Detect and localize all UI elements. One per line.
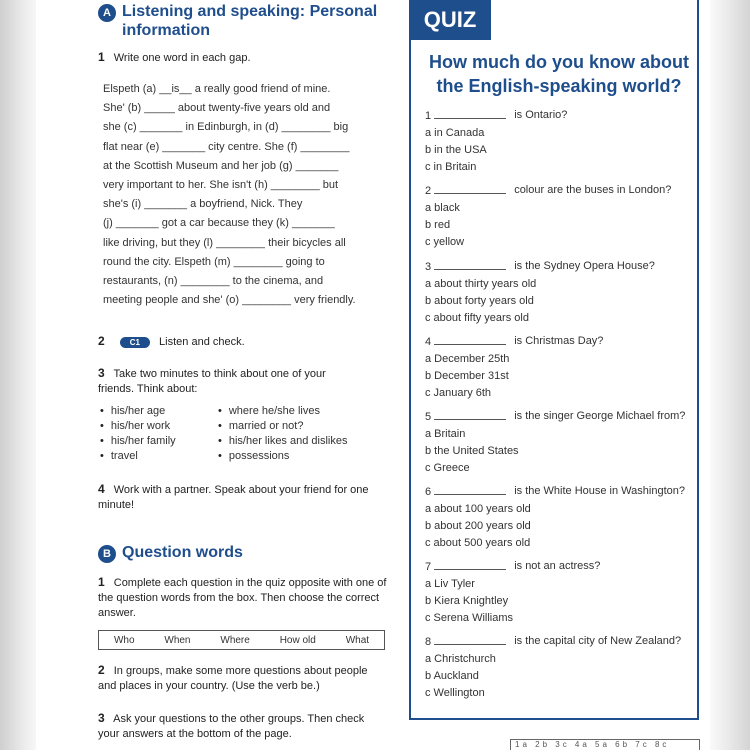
answer-option: a December 25th <box>425 353 510 365</box>
question-number: 2 <box>425 182 506 200</box>
quiz-question <box>425 408 687 477</box>
exercise-a4 <box>98 482 383 513</box>
question-word: What <box>345 634 370 646</box>
exercise-instruction: Listen and check. <box>159 336 245 348</box>
gap-fill-line: Elspeth (a) __is__ a really good friend of mine. <box>103 83 331 95</box>
answer-blank <box>434 558 506 570</box>
answer-blank <box>434 483 506 495</box>
quiz-question-line <box>425 408 687 426</box>
topic-item: • his/her likes and dislikes <box>218 434 358 449</box>
answer-option: a about 100 years old <box>425 503 531 515</box>
gap-fill-line: she (c) _______ in Edinburgh, in (d) ________ big <box>103 121 349 134</box>
quiz-question-line <box>425 483 687 501</box>
answer-option: b about forty years old <box>425 295 534 307</box>
topic-item: • his/her family <box>100 434 218 449</box>
answer-option: b the United States <box>425 445 519 457</box>
answer-option: a Christchurch <box>425 653 496 665</box>
exercise-number: 1 <box>98 50 105 64</box>
exercise-number: 3 <box>98 366 105 380</box>
answer-option: b Auckland <box>425 670 479 682</box>
answer-option: b about 200 years old <box>425 520 531 532</box>
exercise-b1 <box>98 575 388 621</box>
page-gutter-right <box>710 0 750 750</box>
quiz-heading: How much do you know about the English-speaking world? <box>429 52 689 96</box>
gap-fill-line: restaurants, (n) ________ to the cinema, and <box>103 275 324 288</box>
question-number: 8 <box>425 633 506 651</box>
answer-blank <box>434 182 506 194</box>
quiz-question <box>425 333 687 402</box>
quiz-question <box>425 483 687 552</box>
topic-item: • travel <box>100 449 218 464</box>
section-b-title: Question words <box>122 544 243 561</box>
topic-item: • his/her work <box>100 419 218 434</box>
gap-fill-line: round the city. Elspeth (m) ________ going to <box>103 255 325 268</box>
question-text: is Ontario? <box>514 109 568 121</box>
answer-blank <box>434 333 506 345</box>
answer-blank <box>434 107 506 119</box>
section-b-heading <box>98 543 243 563</box>
gap-fill-line: flat near (e) _______ city centre. She (f) ________ <box>103 140 350 153</box>
gap-fill-line: (j) _______ got a car because they (k) _______ <box>103 217 335 230</box>
answer-option: b Kiera Knightley <box>425 595 509 607</box>
answer-option: b red <box>425 219 451 231</box>
exercise-instruction: Ask your questions to the other groups. Then check your answers at the bottom of the page. <box>98 713 365 740</box>
question-text: is the singer George Michael from? <box>514 410 686 422</box>
question-text: is not an actress? <box>514 560 601 572</box>
section-b-badge: B <box>98 545 116 563</box>
answer-option: b December 31st <box>425 370 509 382</box>
quiz-question <box>425 558 687 627</box>
page-gutter-left <box>0 0 36 750</box>
question-text: colour are the buses in London? <box>514 184 672 196</box>
answer-option: a about thirty years old <box>425 278 537 290</box>
gap-fill-line: like driving, but they (l) ________ their bicycles all <box>103 236 346 249</box>
answer-option: c Wellington <box>425 687 485 699</box>
answer-blank <box>434 408 506 420</box>
answer-option: c Serena Williams <box>425 612 514 624</box>
exercise-b2 <box>98 663 388 694</box>
question-number: 6 <box>425 483 506 501</box>
exercise-instruction: Complete each question in the quiz opposite with one of the question words from the box. Then choose the correct answer. <box>98 577 387 619</box>
answer-option: c in Britain <box>425 161 477 173</box>
exercise-a3 <box>98 366 358 397</box>
question-word: Where <box>220 634 250 646</box>
question-number: 3 <box>425 258 506 276</box>
gap-fill-text <box>103 80 388 310</box>
answer-option: c about fifty years old <box>425 312 529 324</box>
section-a-badge: A <box>98 4 116 22</box>
answer-option: c about 500 years old <box>425 537 531 549</box>
audio-track-badge: C1 <box>120 337 150 348</box>
gap-fill-line: she's (i) _______ a boyfriend, Nick. They <box>103 198 303 211</box>
quiz-question-line <box>425 633 687 651</box>
quiz-question-line <box>425 333 687 351</box>
topic-list <box>100 404 358 464</box>
section-a-heading <box>98 2 412 40</box>
exercise-number: 2 <box>98 334 105 348</box>
exercise-instruction: In groups, make some more questions about people and places in your country. (Use the verb be.) <box>98 665 368 692</box>
exercise-instruction: Work with a partner. Speak about your friend for one minute! <box>98 484 369 511</box>
answer-option: a Britain <box>425 428 466 440</box>
quiz-question <box>425 633 687 702</box>
question-text: is the capital city of New Zealand? <box>514 635 682 647</box>
exercise-instruction: Take two minutes to think about one of your friends. Think about: <box>98 368 326 395</box>
answer-blank <box>434 633 506 645</box>
exercise-a1 <box>98 50 398 66</box>
quiz-question-line <box>425 182 687 200</box>
question-number: 5 <box>425 408 506 426</box>
exercise-number: 3 <box>98 711 105 725</box>
gap-fill-line: very important to her. She isn't (h) ________ but <box>103 179 339 192</box>
gap-fill-line: at the Scottish Museum and her job (g) _______ <box>103 159 339 172</box>
answer-option: c Greece <box>425 462 470 474</box>
quiz-question <box>425 182 687 251</box>
question-text: is Christmas Day? <box>514 335 604 347</box>
exercise-b3 <box>98 711 388 742</box>
question-text: is the White House in Washington? <box>514 485 685 497</box>
exercise-number: 1 <box>98 575 105 589</box>
topic-item: • possessions <box>218 449 358 464</box>
answer-option: a in Canada <box>425 127 485 139</box>
textbook-page <box>36 0 710 750</box>
answer-option: c January 6th <box>425 387 492 399</box>
question-number: 1 <box>425 107 506 125</box>
answer-blank <box>434 258 506 270</box>
quiz-question <box>425 107 687 176</box>
exercise-a2 <box>98 334 398 350</box>
question-number: 7 <box>425 558 506 576</box>
topic-item: • married or not? <box>218 419 358 434</box>
gap-fill-line: meeting people and she' (o) ________ very friendly. <box>103 294 356 307</box>
section-a-title: Listening and speaking: Personal information <box>122 3 378 39</box>
gap-fill-line: She' (b) _____ about twenty-five years old and <box>103 102 331 115</box>
quiz-question <box>425 258 687 327</box>
answer-option: c yellow <box>425 236 465 248</box>
exercise-number: 2 <box>98 663 105 677</box>
question-word: How old <box>279 634 316 646</box>
answer-option: a black <box>425 202 460 214</box>
question-word: When <box>164 634 191 646</box>
answer-key-strip: 1a 2b 3c 4a 5a 6b 7c 8c <box>510 739 700 750</box>
topic-item: • his/her age <box>100 404 218 419</box>
quiz-badge: QUIZ <box>409 0 491 40</box>
answer-option: b in the USA <box>425 144 487 156</box>
topic-item: • where he/she lives <box>218 404 358 419</box>
quiz-question-line <box>425 558 687 576</box>
question-word-box <box>98 630 385 650</box>
quiz-question-line <box>425 107 687 125</box>
question-number: 4 <box>425 333 506 351</box>
question-word: Who <box>113 634 135 646</box>
answer-option: a Liv Tyler <box>425 578 475 590</box>
quiz-question-line <box>425 258 687 276</box>
exercise-number: 4 <box>98 482 105 496</box>
exercise-instruction: Write one word in each gap. <box>113 52 251 64</box>
question-text: is the Sydney Opera House? <box>514 260 655 272</box>
